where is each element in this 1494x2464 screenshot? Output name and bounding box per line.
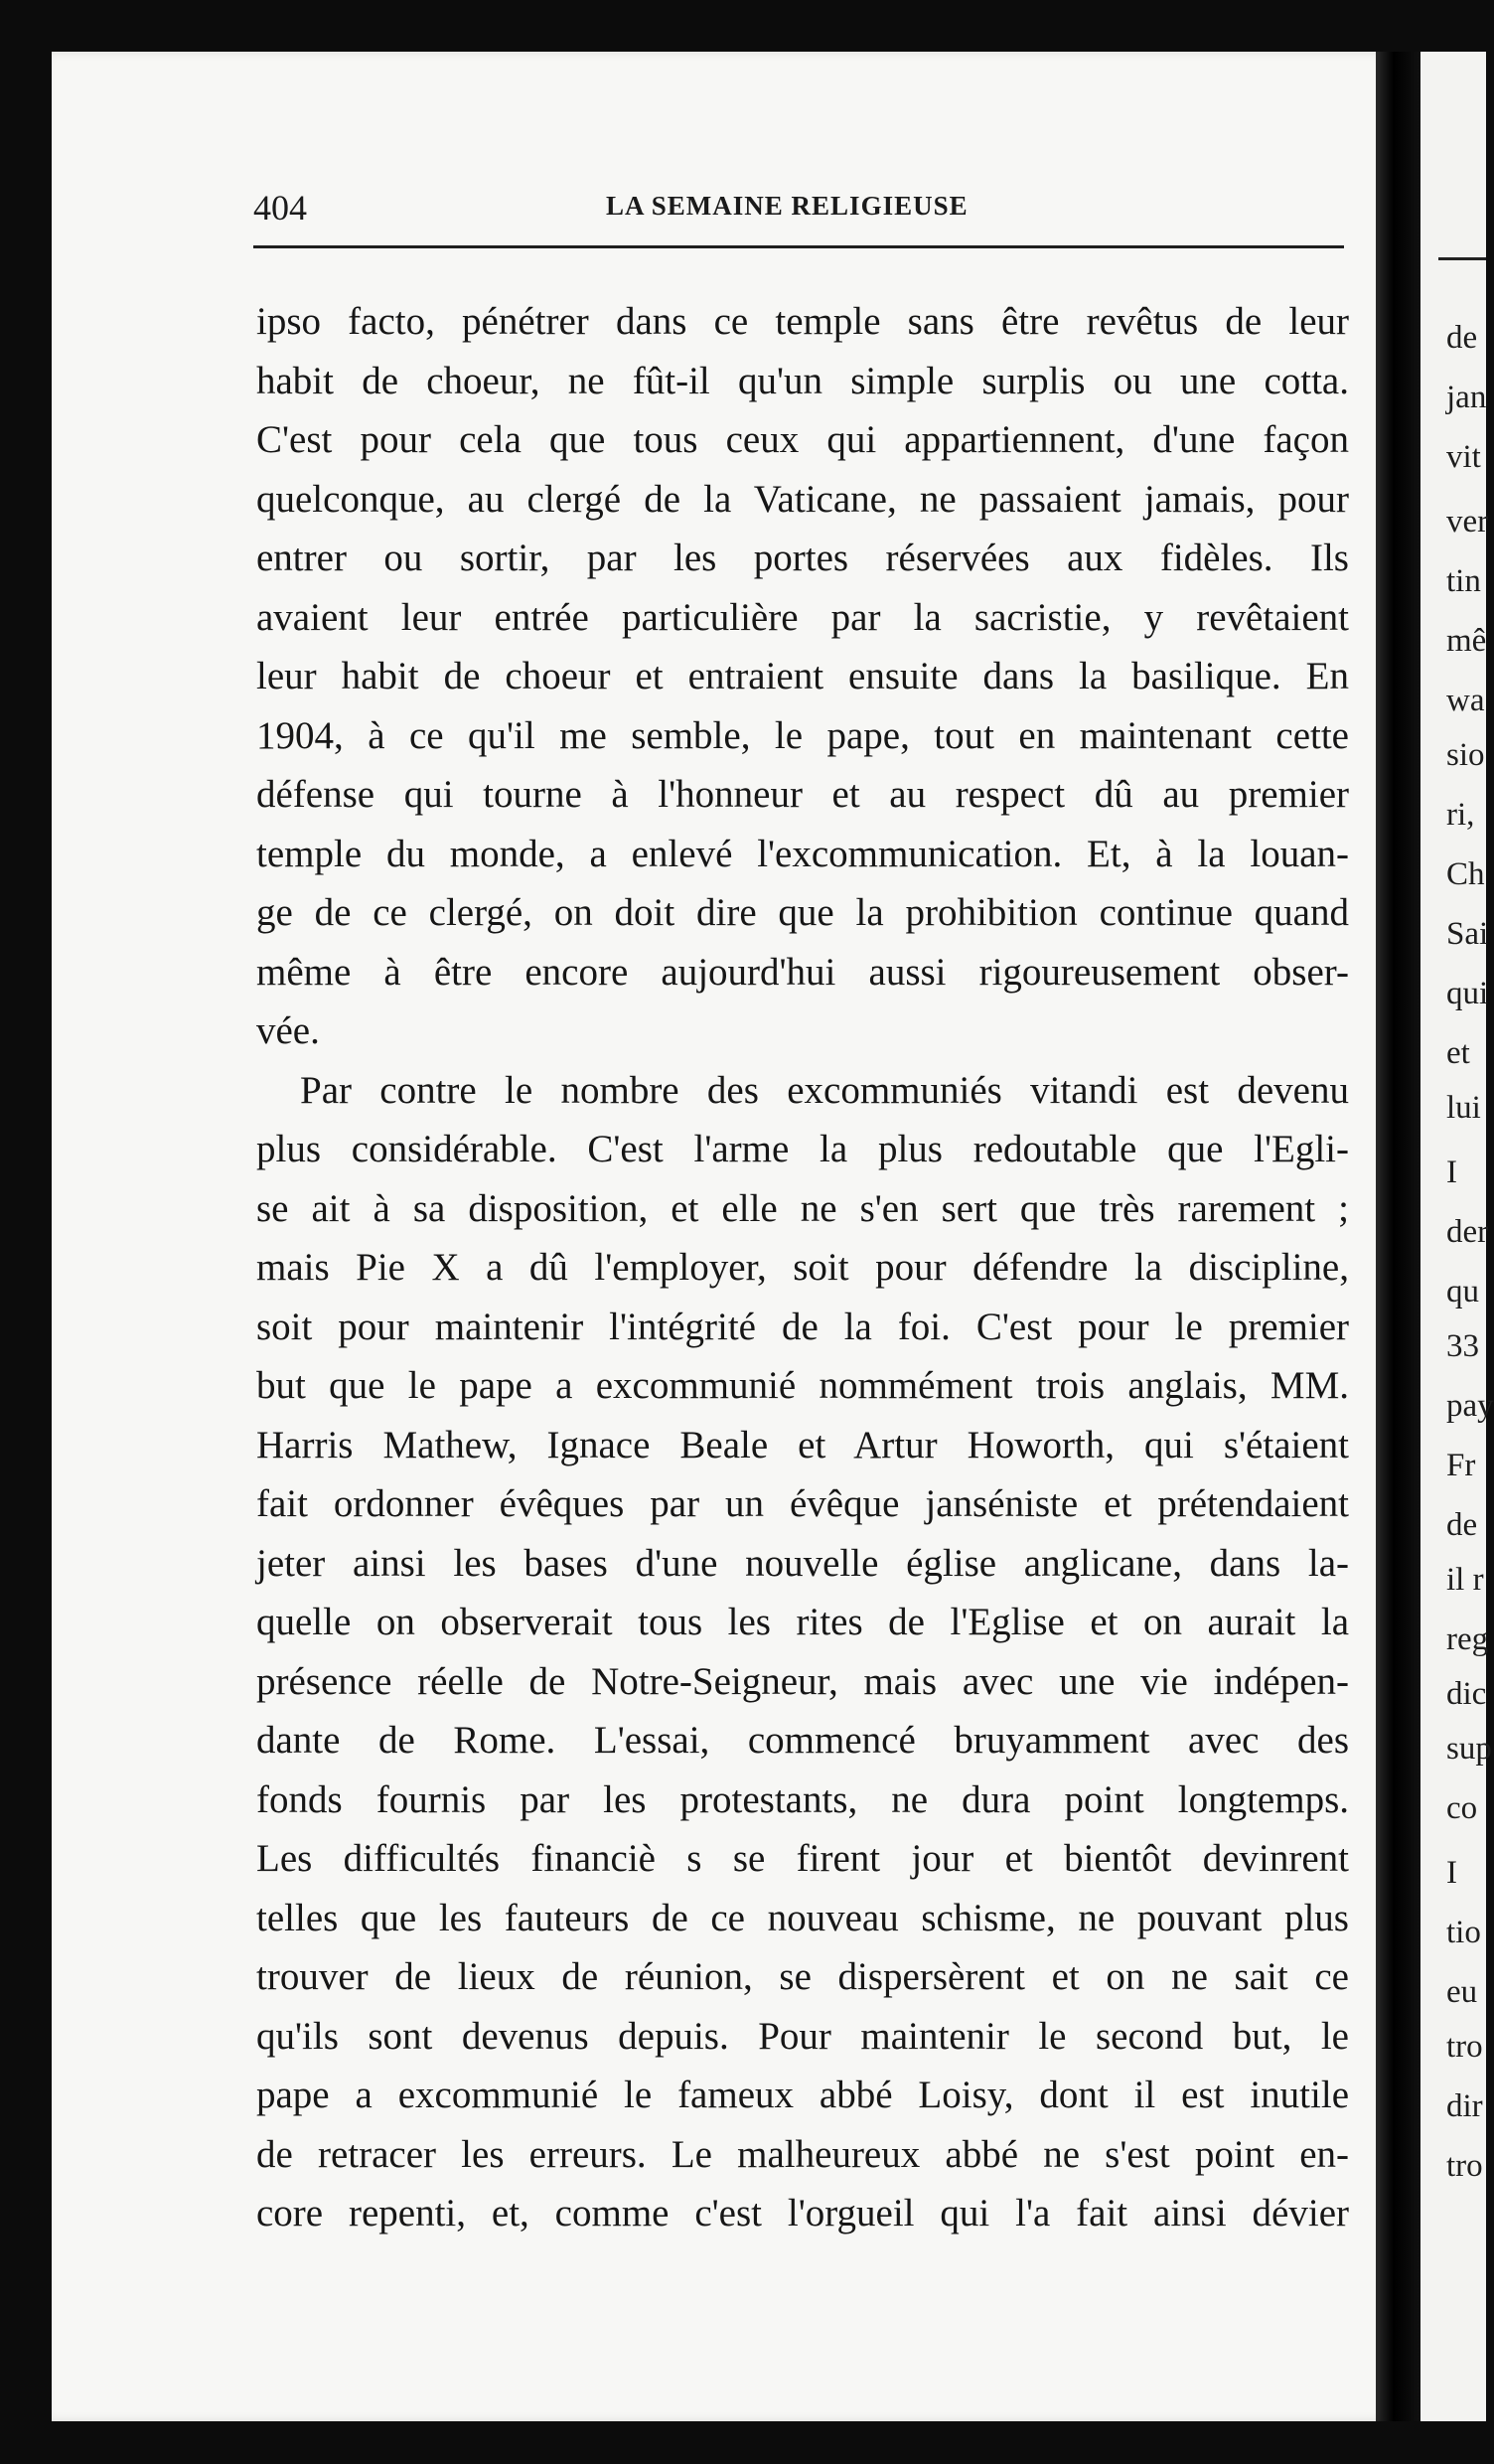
page-header [253,187,1344,236]
text-line: vée. [256,1009,320,1052]
text-line: 1904, à ce qu'il me semble, le pape, tout en maintenant cette [256,713,1349,757]
text-line: de retracer les erreurs. Le malheureux abbé ne s'est point en- [256,2132,1349,2176]
text-line: plus considérable. C'est l'arme la plus redoutable que l'Egli- [256,1128,1349,1170]
next-page-fragment: Ch [1446,856,1485,892]
next-page-fragment: tio [1446,1915,1481,1950]
body-text [256,292,1349,2243]
text-line: pape a excommunié le fameux abbé Loisy, dont il est inutile [256,2074,1349,2116]
text-line: qu'ils sont devenus depuis. Pour maintenir le second but, le [256,2014,1349,2058]
next-page-fragment: wa [1446,683,1485,718]
header-rule [253,245,1344,248]
text-line: fait ordonner évêques par un évêque janséniste et prétendaient [256,1482,1349,1525]
text-line: telles que les fauteurs de ce nouveau schisme, ne pouvant plus [256,1896,1349,1939]
next-page-fragment: Fr [1446,1448,1476,1483]
next-page-fragment: de [1446,1507,1478,1543]
text-line: défense qui tourne à l'honneur et au respect dû au premier [256,773,1349,816]
text-line: but que le pape a excommunié nommément trois anglais, MM. [256,1364,1349,1407]
text-line: temple du monde, a enlevé l'excommunication. Et, à la louan- [256,832,1349,875]
next-page-fragment: jan [1446,380,1487,415]
next-page-fragment: de [1446,320,1478,356]
next-page-fragment: sio [1446,737,1485,773]
next-page-fragment: dic [1446,1676,1487,1712]
next-page-fragment: Sai [1446,916,1489,952]
next-page-fragment: pay [1446,1388,1494,1424]
next-page-fragment: qui [1446,976,1489,1011]
text-line: ge de ce clergé, on doit dire que la prohibition continue quand [256,891,1349,934]
next-page-fragment: tin [1446,563,1481,599]
text-line: ipso facto, pénétrer dans ce temple sans être revêtus de leur [256,300,1349,343]
text-line: quelconque, au clergé de la Vaticane, ne passaient jamais, pour [256,477,1349,521]
text-line: fonds fournis par les protestants, ne dura point longtemps. [256,1777,1349,1821]
text-line: même à être encore aujourd'hui aussi rigoureusement obser- [256,950,1349,994]
next-page-fragment: dir [1446,2088,1483,2124]
next-page-fragment: vit [1446,439,1481,475]
next-page-fragment: lui [1446,1090,1481,1126]
next-page-fragment: I [1446,1855,1457,1891]
text-line: se ait à sa disposition, et elle ne s'en sert que très rarement ; [256,1186,1349,1230]
text-line: Les difficultés financiè s se firent jour et bientôt devinrent [256,1837,1349,1880]
next-page-header-rule [1438,257,1486,260]
next-page-fragment: tro [1446,2148,1483,2184]
next-page-fragment: 33 [1446,1328,1479,1364]
text-line: Harris Mathew, Ignace Beale et Artur Howorth, qui s'étaient [256,1423,1349,1466]
next-page-fragment: der [1446,1214,1489,1250]
next-page-fragment: mê [1446,623,1487,659]
page-number: 404 [253,188,307,228]
text-line: core repenti, et, comme c'est l'orgueil qui l'a fait ainsi dévier [256,2192,1349,2234]
next-page-fragment: et [1446,1035,1470,1071]
text-line: trouver de lieux de réunion, se dispersèrent et on ne sait ce [256,1955,1349,1998]
text-line: soit pour maintenir l'intégrité de la foi. C'est pour le premier [256,1305,1349,1348]
text-line: habit de choeur, ne fût-il qu'un simple surplis ou une cotta. [256,359,1349,402]
text-line: entrer ou sortir, par les portes réservées aux fidèles. Ils [256,537,1349,579]
text-line: jeter ainsi les bases d'une nouvelle église anglicane, dans la- [256,1541,1349,1585]
next-page-fragment: eu [1446,1974,1478,2010]
book-gutter [1376,52,1420,2421]
text-line: avaient leur entrée particulière par la sacristie, y revêtaient [256,595,1349,639]
next-page-fragment: tro [1446,2029,1483,2065]
text-line: présence réelle de Notre-Seigneur, mais avec une vie indépen- [256,1659,1349,1703]
next-page-fragment: ri, [1446,797,1475,833]
text-line: leur habit de choeur et entraient ensuite dans la basilique. En [256,655,1349,697]
next-page-fragment: qu [1446,1274,1479,1309]
text-line: mais Pie X a dû l'employer, soit pour défendre la discipline, [256,1246,1349,1289]
text-line: Par contre le nombre des excommuniés vitandi est devenu [300,1068,1349,1112]
next-page-edge [1420,52,1494,2421]
text-line: quelle on observerait tous les rites de l'Eglise et on aurait la [256,1601,1349,1643]
text-line: dante de Rome. L'essai, commencé bruyamment avec des [256,1719,1349,1762]
next-page-fragment: il r [1446,1562,1484,1598]
running-head: LA SEMAINE RELIGIEUSE [606,191,969,221]
next-page-fragment: co [1446,1790,1478,1826]
next-page-fragment: sup [1446,1731,1492,1767]
text-line: C'est pour cela que tous ceux qui appartiennent, d'une façon [256,418,1349,461]
next-page-fragment: reg [1446,1621,1489,1657]
next-page-fragment: ver [1446,504,1489,539]
next-page-fragment: I [1446,1155,1457,1190]
